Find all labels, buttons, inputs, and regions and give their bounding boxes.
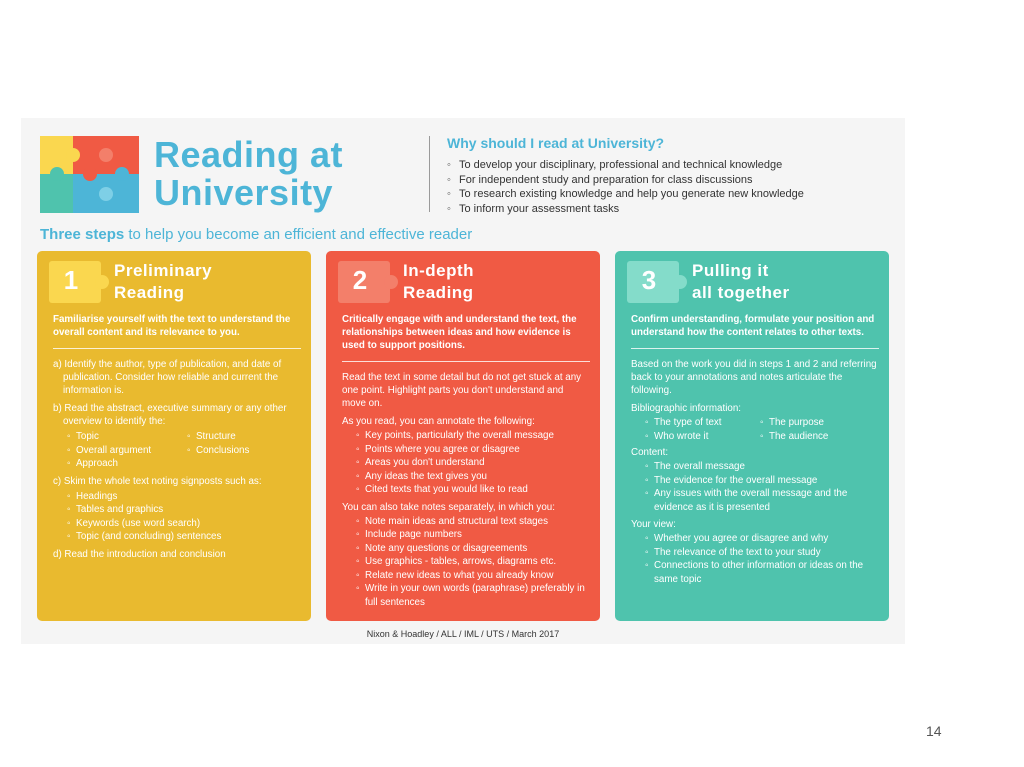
list-item: ◦ The audience	[760, 430, 828, 444]
card-divider	[53, 348, 301, 349]
card-divider	[631, 348, 879, 349]
list-item: ◦ The overall message	[645, 460, 879, 474]
card-lead: Confirm understanding, formulate your position and understand how the content relates to other texts.	[631, 314, 875, 338]
why-section	[447, 135, 907, 216]
card-title: Preliminary Reading	[114, 261, 213, 302]
why-item: ◦ To research existing knowledge and help you generate new knowledge	[447, 187, 907, 202]
list-item: ◦ Tables and graphics	[67, 503, 301, 517]
list-item: ◦ The type of text	[645, 416, 760, 430]
puzzle-logo-icon	[40, 136, 139, 213]
list-item: ◦ Topic	[67, 430, 187, 444]
step-card-preliminary	[37, 251, 311, 621]
step-text: Your view:	[631, 519, 676, 530]
list-item: ◦ Note main ideas and structural text stages	[356, 515, 590, 529]
step-text: c) Skim the whole text noting signposts such as:	[53, 475, 262, 487]
puzzle-badge-icon: 1	[49, 261, 101, 303]
puzzle-badge-icon: 3	[627, 261, 679, 303]
step-text: You can also take notes separately, in which you:	[342, 501, 555, 513]
list-item: ◦ Topic (and concluding) sentences	[67, 530, 301, 544]
list-item: ◦ Connections to other information or ideas on the same topic	[645, 559, 879, 586]
list-item: ◦ Areas you don't understand	[356, 456, 590, 470]
card-lead: Familiarise yourself with the text to understand the overall content and its relevance to you.	[53, 314, 291, 338]
list-item: ◦ Any issues with the overall message and the evidence as it is presented	[645, 487, 879, 514]
list-item: ◦ Note any questions or disagreements	[356, 542, 590, 556]
list-item: ◦ Who wrote it	[645, 430, 760, 444]
credit-line: Nixon & Hoadley / ALL / IML / UTS / March 2017	[366, 629, 560, 639]
list-item: ◦ The purpose	[760, 416, 828, 430]
why-item: ◦ To inform your assessment tasks	[447, 202, 907, 217]
step-text: d) Read the introduction and conclusion	[53, 548, 226, 560]
list-item: ◦ Points where you agree or disagree	[356, 443, 590, 457]
step-text: a) Identify the author, type of publication, and date of publication. Consider how reliable and current the information is.	[53, 359, 282, 396]
why-item: ◦ To develop your disciplinary, professional and technical knowledge	[447, 158, 907, 173]
puzzle-badge-icon: 2	[338, 261, 390, 303]
card-divider	[342, 361, 590, 362]
page-number: 14	[926, 723, 942, 739]
list-item: ◦ Key points, particularly the overall message	[356, 429, 590, 443]
step-text: Content:	[631, 447, 669, 458]
why-heading: Why should I read at University?	[447, 135, 665, 151]
list-item: ◦ The evidence for the overall message	[645, 474, 879, 488]
list-item: ◦ Relate new ideas to what you already know	[356, 569, 590, 583]
card-title: Pulling it all together	[692, 261, 790, 302]
step-text: Read the text in some detail but do not get stuck at any one point. Highlight parts you don't understand and move on.	[342, 372, 582, 409]
step-card-pulling-together	[615, 251, 889, 621]
list-item: ◦ The relevance of the text to your study	[645, 546, 879, 560]
step-text: Based on the work you did in steps 1 and 2 and referring back to your annotations and notes articulate the following.	[631, 359, 877, 396]
list-item: ◦ Cited texts that you would like to read	[356, 483, 590, 497]
list-item: ◦ Headings	[67, 490, 301, 504]
list-item: ◦ Whether you agree or disagree and why	[645, 532, 879, 546]
step-text: Bibliographic information:	[631, 403, 741, 414]
step-text: b) Read the abstract, executive summary or any other overview to identify the:	[53, 403, 287, 427]
list-item: ◦ Overall argument	[67, 444, 187, 458]
list-item: ◦ Use graphics - tables, arrows, diagrams etc.	[356, 555, 590, 569]
list-item: ◦ Keywords (use word search)	[67, 517, 301, 531]
infographic-poster	[21, 118, 905, 644]
why-item: ◦ For independent study and preparation for class discussions	[447, 173, 907, 188]
card-lead: Critically engage with and understand the text, the relationships between ideas and how evidence is used to support positions.	[342, 314, 577, 351]
list-item: ◦ Conclusions	[187, 444, 249, 458]
list-item: ◦ Include page numbers	[356, 528, 590, 542]
divider	[429, 136, 430, 212]
page-title: Reading at University	[154, 134, 344, 213]
list-item: ◦ Approach	[67, 457, 187, 471]
list-item: ◦ Write in your own words (paraphrase) preferably in full sentences	[356, 582, 590, 609]
step-text: As you read, you can annotate the following:	[342, 416, 535, 427]
step-card-in-depth	[326, 251, 600, 621]
list-item: ◦ Any ideas the text gives you	[356, 470, 590, 484]
steps-heading: Three steps to help you become an efficient and effective reader	[40, 226, 473, 243]
card-title: In-depth Reading	[403, 261, 475, 302]
list-item: ◦ Structure	[187, 430, 249, 444]
